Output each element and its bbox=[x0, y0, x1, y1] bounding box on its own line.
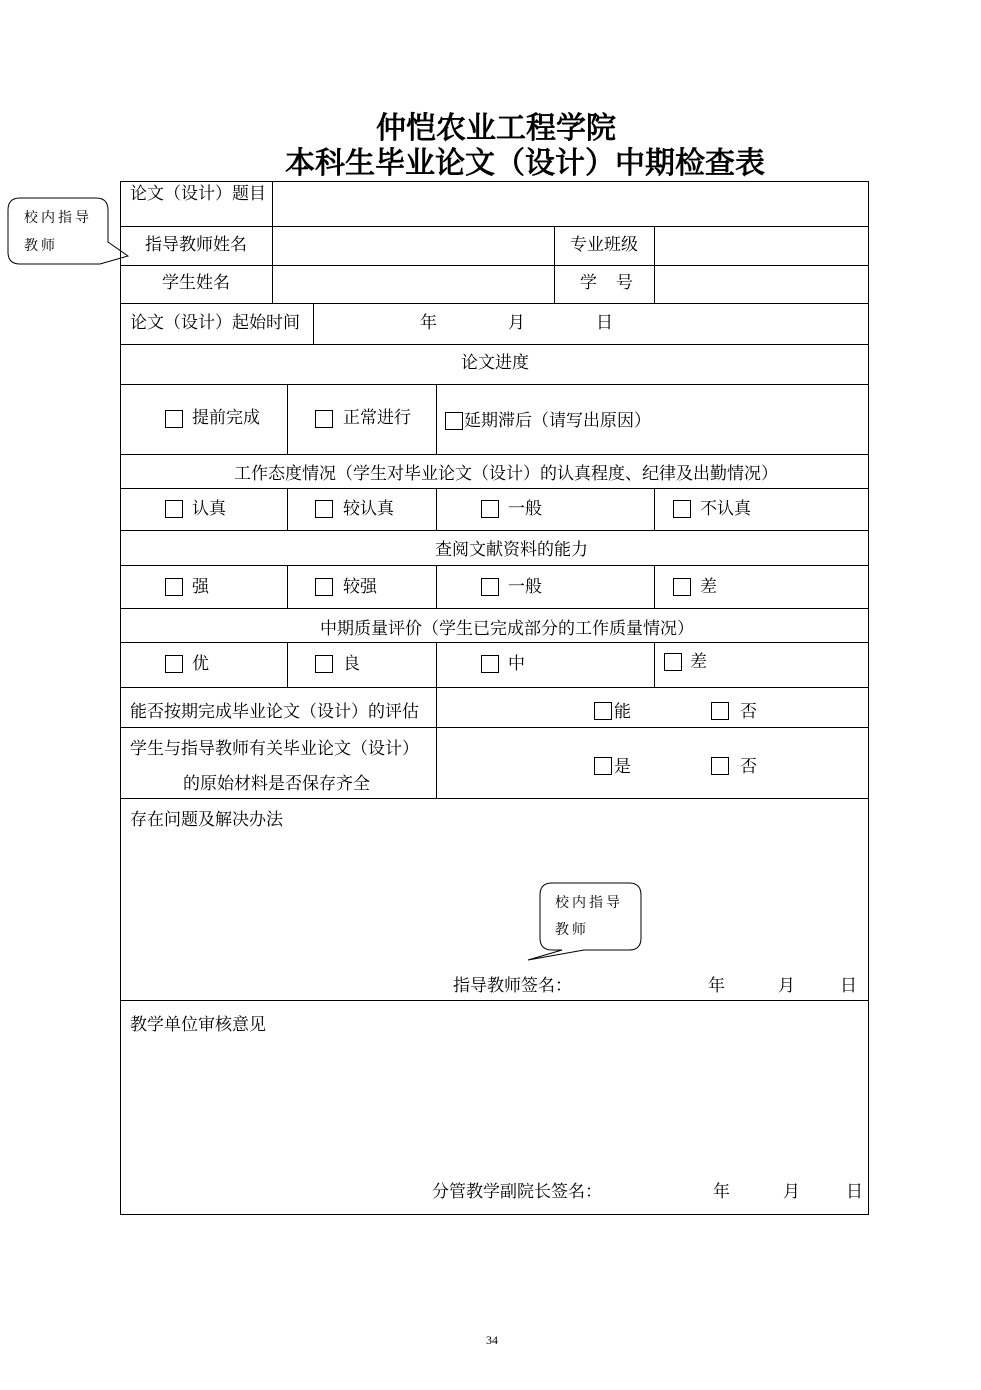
option-attitude-serious: 认真 bbox=[192, 499, 226, 518]
vice-dean-signature-month: 月 bbox=[783, 1182, 800, 1201]
checkbox-ahead-of-schedule[interactable] bbox=[165, 410, 183, 428]
advisor-name-field[interactable] bbox=[273, 227, 554, 265]
option-literature-strong: 强 bbox=[192, 577, 209, 596]
student-name-label: 学生姓名 bbox=[162, 273, 230, 292]
checkbox-delayed[interactable] bbox=[445, 412, 463, 430]
institution-name: 仲恺农业工程学院 bbox=[376, 112, 616, 145]
review-label: 教学单位审核意见 bbox=[130, 1015, 266, 1034]
checkbox-attitude-serious[interactable] bbox=[165, 500, 183, 518]
form-title: 本科生毕业论文（设计）中期检查表 bbox=[285, 147, 765, 180]
option-attitude-fairly-serious: 较认真 bbox=[343, 499, 394, 518]
table-column-rule bbox=[654, 488, 655, 530]
student-name-field[interactable] bbox=[273, 266, 554, 303]
checkbox-literature-average[interactable] bbox=[481, 578, 499, 596]
thesis-title-field[interactable] bbox=[273, 182, 868, 226]
page-number: 34 bbox=[486, 1333, 498, 1347]
option-attitude-not-serious: 不认真 bbox=[700, 499, 751, 518]
checkbox-materials-yes[interactable] bbox=[594, 757, 612, 775]
option-quality-excellent: 优 bbox=[192, 654, 209, 673]
table-column-rule bbox=[287, 642, 288, 687]
middle-callout-line1: 校内指导 bbox=[555, 895, 623, 911]
option-quality-medium: 中 bbox=[508, 654, 525, 673]
option-on-schedule: 正常进行 bbox=[343, 408, 411, 427]
student-id-label: 学 号 bbox=[580, 273, 634, 292]
table-column-rule bbox=[287, 565, 288, 608]
table-column-rule bbox=[554, 226, 555, 303]
checkbox-attitude-average[interactable] bbox=[481, 500, 499, 518]
option-quality-poor: 差 bbox=[690, 652, 707, 671]
checkbox-attitude-not-serious[interactable] bbox=[673, 500, 691, 518]
checkbox-materials-no[interactable] bbox=[711, 757, 729, 775]
left-callout-line2: 教师 bbox=[24, 238, 58, 254]
start-month-unit: 月 bbox=[508, 313, 525, 332]
table-row-rule bbox=[120, 454, 869, 455]
checkbox-literature-fairly-strong[interactable] bbox=[315, 578, 333, 596]
checkbox-literature-strong[interactable] bbox=[165, 578, 183, 596]
option-completion-yes: 能 bbox=[614, 702, 631, 721]
problems-solutions-field[interactable] bbox=[121, 840, 868, 970]
table-row-rule bbox=[120, 530, 869, 531]
table-row-rule bbox=[120, 687, 869, 688]
vice-dean-signature-day: 日 bbox=[846, 1182, 863, 1201]
table-row-rule bbox=[120, 344, 869, 345]
checkbox-on-schedule[interactable] bbox=[315, 410, 333, 428]
vice-dean-signature-year: 年 bbox=[713, 1182, 730, 1201]
major-class-field[interactable] bbox=[655, 227, 868, 265]
table-column-rule bbox=[436, 384, 437, 454]
attitude-heading: 工作态度情况（学生对毕业论文（设计）的认真程度、纪律及出勤情况） bbox=[234, 464, 778, 483]
checkbox-completion-no[interactable] bbox=[711, 702, 729, 720]
option-literature-fairly-strong: 较强 bbox=[343, 577, 377, 596]
table-row-rule bbox=[120, 642, 869, 643]
checkbox-completion-yes[interactable] bbox=[594, 702, 612, 720]
start-year-unit: 年 bbox=[420, 313, 437, 332]
start-time-label: 论文（设计）起始时间 bbox=[130, 313, 300, 332]
advisor-name-label: 指导教师姓名 bbox=[145, 235, 247, 254]
checkbox-quality-poor[interactable] bbox=[664, 653, 682, 671]
table-column-rule bbox=[436, 642, 437, 687]
option-materials-no: 否 bbox=[740, 757, 757, 776]
progress-heading: 论文进度 bbox=[461, 353, 529, 372]
checkbox-quality-medium[interactable] bbox=[481, 655, 499, 673]
option-completion-no: 否 bbox=[740, 702, 757, 721]
table-row-rule bbox=[120, 565, 869, 566]
thesis-title-label: 论文（设计）题目 bbox=[130, 184, 266, 203]
option-ahead-of-schedule: 提前完成 bbox=[192, 408, 260, 427]
option-attitude-average: 一般 bbox=[508, 499, 542, 518]
table-row-rule bbox=[120, 727, 869, 728]
checkbox-literature-poor[interactable] bbox=[673, 578, 691, 596]
problems-label: 存在问题及解决办法 bbox=[130, 810, 283, 829]
checkbox-attitude-fairly-serious[interactable] bbox=[315, 500, 333, 518]
unit-review-field[interactable] bbox=[121, 1045, 868, 1170]
table-column-rule bbox=[436, 687, 437, 798]
advisor-signature-label: 指导教师签名： bbox=[453, 976, 572, 995]
table-column-rule bbox=[436, 488, 437, 530]
student-id-field[interactable] bbox=[655, 266, 868, 303]
materials-label-line2: 的原始材料是否保存齐全 bbox=[183, 774, 370, 793]
advisor-signature-day: 日 bbox=[840, 976, 857, 995]
table-column-rule bbox=[287, 488, 288, 530]
completion-label: 能否按期完成毕业论文（设计）的评估 bbox=[130, 702, 419, 721]
option-quality-good: 良 bbox=[343, 654, 360, 673]
start-day-unit: 日 bbox=[596, 313, 613, 332]
vice-dean-signature-label: 分管教学副院长签名： bbox=[432, 1182, 602, 1201]
table-row-rule bbox=[120, 488, 869, 489]
checkbox-quality-good[interactable] bbox=[315, 655, 333, 673]
major-class-label: 专业班级 bbox=[570, 235, 638, 254]
table-column-rule bbox=[654, 565, 655, 608]
materials-label-line1: 学生与指导教师有关毕业论文（设计） bbox=[130, 739, 419, 758]
left-callout-line1: 校内指导 bbox=[24, 210, 92, 226]
table-row-rule bbox=[120, 303, 869, 304]
advisor-signature-month: 月 bbox=[778, 976, 795, 995]
option-delayed: 延期滞后（请写出原因） bbox=[464, 411, 651, 430]
option-materials-yes: 是 bbox=[614, 757, 631, 776]
option-literature-average: 一般 bbox=[508, 577, 542, 596]
checkbox-quality-excellent[interactable] bbox=[165, 655, 183, 673]
table-column-rule bbox=[287, 384, 288, 454]
quality-heading: 中期质量评价（学生已完成部分的工作质量情况） bbox=[320, 619, 694, 638]
literature-heading: 查阅文献资料的能力 bbox=[435, 540, 588, 559]
table-column-rule bbox=[313, 303, 314, 344]
table-row-rule bbox=[120, 1000, 869, 1001]
option-literature-poor: 差 bbox=[700, 577, 717, 596]
middle-callout-line2: 教师 bbox=[555, 922, 589, 938]
table-column-rule bbox=[654, 642, 655, 687]
table-column-rule bbox=[436, 565, 437, 608]
advisor-signature-year: 年 bbox=[708, 976, 725, 995]
table-row-rule bbox=[120, 608, 869, 609]
table-row-rule bbox=[120, 798, 869, 799]
table-row-rule bbox=[120, 384, 869, 385]
